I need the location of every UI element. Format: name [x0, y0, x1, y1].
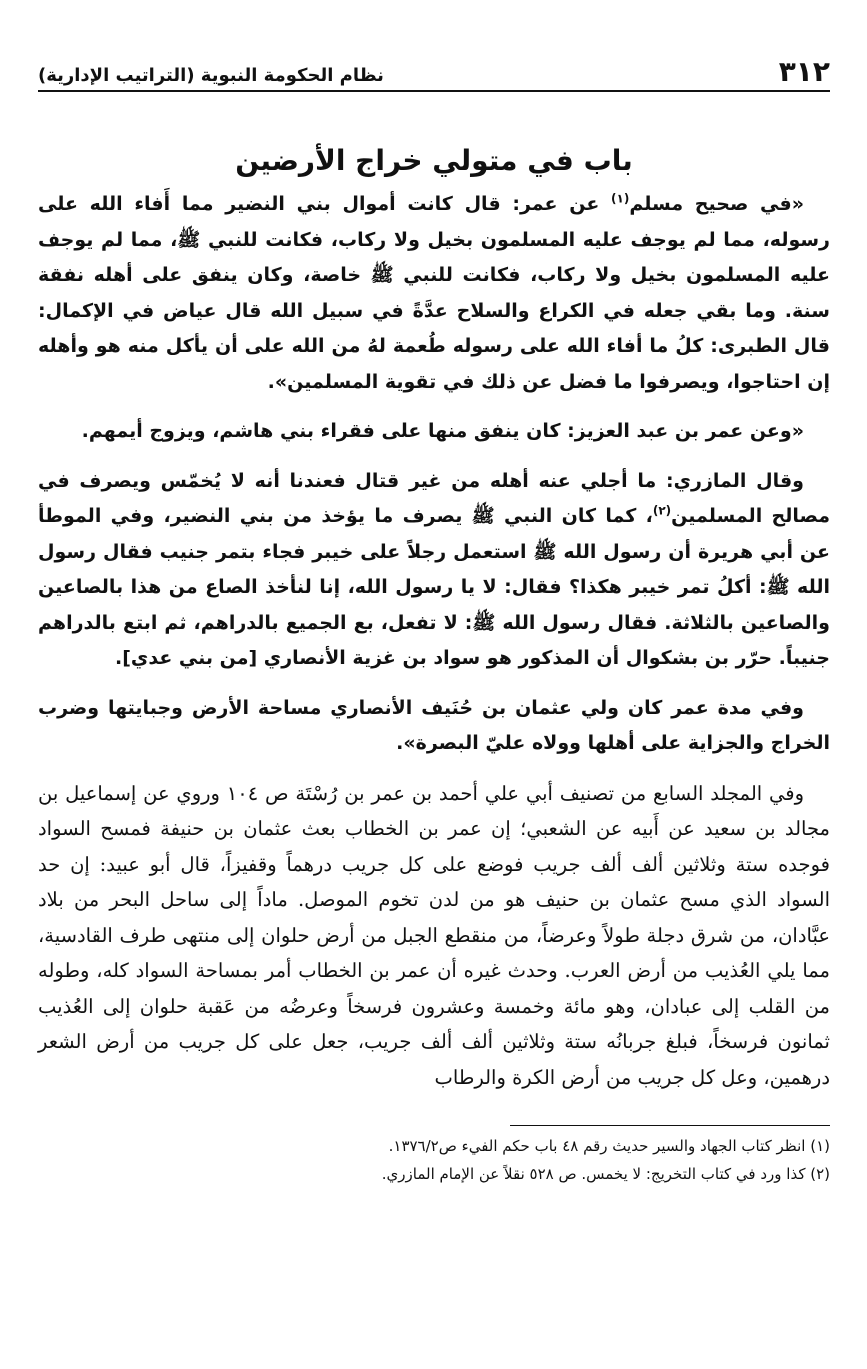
paragraph-text: ، كما كان النبي ﷺ يصرف ما يؤخذ من بني النضير، وفي الموطأ عن أبي هريرة أن رسول الله ﷺ استعمل رجلاً على خيبر فجاء بتمر جنيب فقال رسول الله ﷺ: أكلُ تمر خيبر هكذا؟ فقال: لا يا رسول الله، إنا لنأخذ الصاع من هذا بالصاعين والصاعين بالثلاثة. فقال رسول الله ﷺ: لا تفعل، بع الجميع بالدراهم، ثم ابتع بالدراهم جنيباً. حرّر بن بشكوال أن المذكور هو سواد بن غزية الأنصاري [من بني عدي]. [38, 505, 830, 669]
paragraph-text: «في صحيح مسلم [629, 193, 804, 215]
footnote-2: (٢) كذا ورد في كتاب التخريج: لا يخمس. ص ٥٢٨ نقلاً عن الإمام المازري. [381, 1165, 830, 1183]
footnote-marker-1: (١) [611, 191, 630, 206]
chapter-title: باب في متولي خراج الأرضين [235, 144, 633, 177]
paragraph-umar-abdulaziz: «وعن عمر بن عبد العزيز: كان ينفق منها على فقراء بني هاشم، ويزوج أيمهم. [81, 420, 804, 442]
paragraph-mazari [38, 464, 830, 677]
running-title: نظام الحكومة النبوية (التراتيب الإدارية) [38, 65, 384, 86]
paragraph-muslim-hadith [38, 187, 830, 400]
footnote-1: (١) انظر كتاب الجهاد والسير حديث رقم ٤٨ باب حكم الفيء ص١٣٧٦/٢. [388, 1137, 830, 1155]
running-header [38, 52, 830, 92]
paragraph-text: عن عمر: قال كانت أموال بني النضير مما أَفاء الله على رسوله، مما لم يوجف عليه المسلمون بخيل ولا ركاب، فكانت للنبي ﷺ، مما لم يوجف عليه المسلمون بخيل ولا ركاب، فكانت للنبي ﷺ خاصة، وكان ينفق على أهله نفقة سنة. وما بقي جعله في الكراع والسلاح عدَّةً في سبيل الله قال عياض في الإكمال: قال الطبرى: كلُ ما أفاء الله على رسوله طُعمة لهُ من الله على أن يأكل منه هو وأهله إن احتاجوا، ويصرفوا ما فضل عن ذلك في تقوية المسلمين». [38, 193, 830, 393]
footnote-marker-2: (٢) [652, 503, 672, 518]
paragraph-uthman-hunayf: وفي مدة عمر كان ولي عثمان بن حُنَيف الأنصاري مساحة الأرض وجبايتها وضرب الخراج والجزاية على أهلها وولاه عليّ البصرة». [38, 696, 830, 754]
footnote-divider [510, 1125, 830, 1126]
paragraph-ibn-rusta: وفي المجلد السابع من تصنيف أبي علي أحمد بن عمر بن رُسْتَة ص ١٠٤ وروي عن إسماعيل بن مجالد بن سعيد عن أَبيه عن الشعبي؛ إن عمر بن الخطاب بعث عثمان بن حنيفة فمسح السواد فوجده ستة وثلاثين ألف ألف جريب فوضع على كل جريب درهماً وقفيزاً، قال أبو عبيد: إن حد السواد الذي مسح عثمان بن حنيف هو من لدن تخوم الموصل. ماداً إلى ساحل البحر من بلاد عبَّادان، من شرق دجلة طولاً وعرضاً، من منقطع الجبل من أرض حلوان إلى منتهى طرف القادسية، مما يلي العُذيب من أرض العرب. وحدث غيره أن عمر بن الخطاب أمر بمساحة السواد كله، وطوله من القلب إلى عبادان، وهو مائة وخمسة وعشرون فرسخاً وعرضُه من عَقبة حلوان إلى العُذيب ثمانون فرسخاً، فبلغ جربانُه ستة وثلاثين ألف ألف جريب، جعل على كل جريب من أرض الشعر درهمين، وعل كل جريب من أرض الكرة والرطاب [38, 781, 830, 1089]
paragraph-text: وقال المازري: ما أجلي عنه أهله من غير قتال فعندنا أنه لا يُخمّس ويصرف في مصالح المسلمين [38, 469, 830, 527]
page-number: ٣١٢ [778, 55, 830, 88]
book-page [38, 52, 830, 1188]
